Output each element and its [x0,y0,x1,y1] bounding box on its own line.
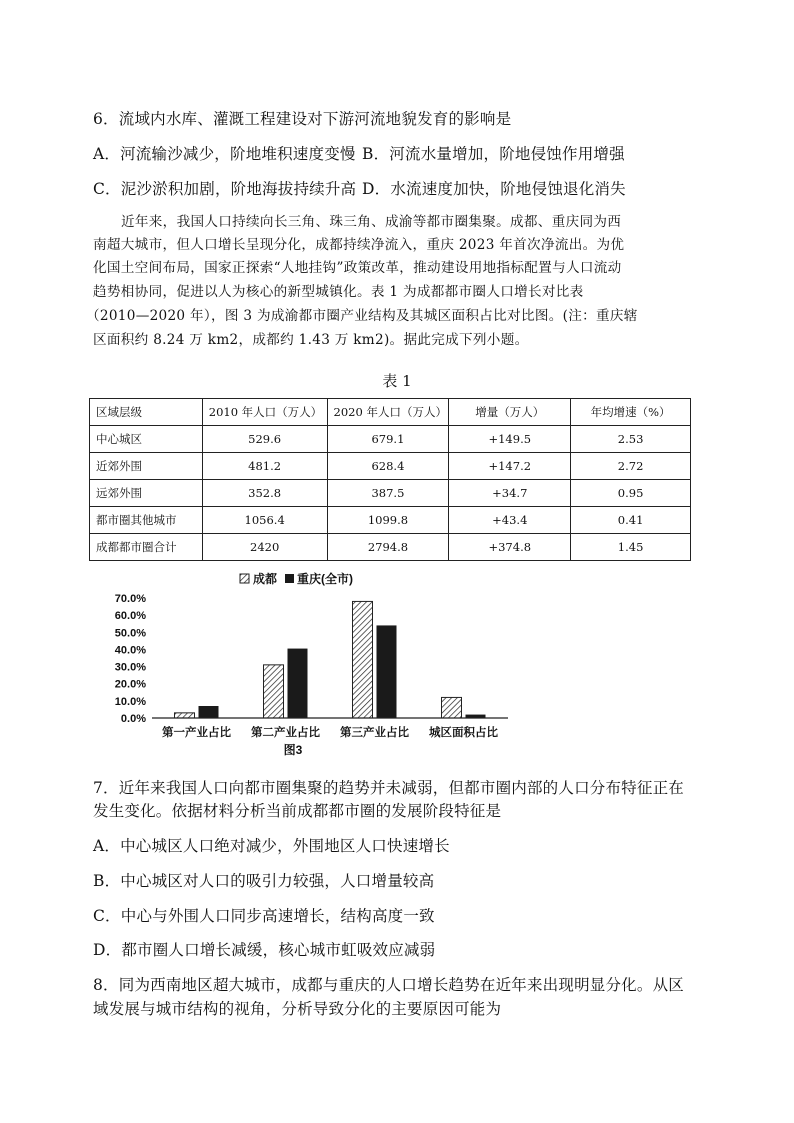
legend-swatch-chongqing [285,574,294,583]
y-tick-label: 40.0% [114,644,146,657]
table-cell: 529.6 [202,426,327,453]
table-header: 增量（万人） [449,399,571,426]
table-cell: +149.5 [449,426,571,453]
table-cell: 481.2 [202,453,327,480]
table-cell: 2420 [202,534,327,561]
table-row [90,426,691,453]
table-cell: 近郊外围 [90,453,203,480]
table-header: 区域层级 [90,399,203,426]
q7-option-c: C．中心与外围人口同步高速增长，结构高度一致 [93,907,435,925]
q6-option-b: B．河流水量增加，阶地侵蚀作用增强 [362,145,625,163]
chart-bars [175,601,486,718]
table-cell: 1099.8 [327,507,449,534]
y-axis [115,593,146,725]
q7-stem-line-1: 7．近年来我国人口向都市圈集聚的趋势并未减弱，但都市圈内部的人口分布特征正在 [93,779,684,797]
q6-option-c: C．泥沙淤积加剧，阶地海拔持续升高 [93,180,357,198]
table-row [90,534,691,561]
table-cell: +147.2 [449,453,571,480]
material-line-2: 南超大城市，但人口增长呈现分化，成都持续净流入，重庆 2023 年首次净流出。为优 [93,237,625,253]
q6-option-d: D．水流速度加快，阶地侵蚀退化消失 [362,180,626,198]
y-tick-label: 10.0% [114,695,146,708]
table-row [90,453,691,480]
table-cell: 2.72 [571,453,691,480]
legend-label-chongqing: 重庆(全市) [297,572,353,586]
table-header: 2020 年人口（万人） [327,399,449,426]
bar-chongqing [199,706,219,718]
chart-title: 图3 [283,743,303,757]
table-cell: +34.7 [449,480,571,507]
x-category-label: 城区面积占比 [429,727,498,739]
q7-option-a: A．中心城区人口绝对减少，外围地区人口快速增长 [93,837,450,855]
x-axis [152,718,508,739]
industry-structure-chart [100,568,520,760]
y-tick-label: 30.0% [114,661,146,674]
q7-stem-line-2: 发生变化。依据材料分析当前成都都市圈的发展阶段特征是 [93,802,502,820]
bar-chengdu [442,697,462,718]
table-cell: 2794.8 [327,534,449,561]
bar-chongqing [288,649,308,718]
material-line-1: 近年来，我国人口持续向长三角、珠三角、成渝等都市圈集聚。成都、重庆同为西 [121,214,622,230]
material-line-6: 区面积约 8.24 万 km2，成都约 1.43 万 km2)。据此完成下列小题。 [93,332,529,348]
population-table [89,398,691,561]
table-cell: 679.1 [327,426,449,453]
bar-chengdu [175,713,195,718]
table-cell: 0.41 [571,507,691,534]
legend-swatch-chengdu [240,574,249,583]
q6-stem: 6．流域内水库、灌溉工程建设对下游河流地貌发育的影响是 [93,110,512,128]
table-header-row [90,399,691,426]
table-cell: 2.53 [571,426,691,453]
y-tick-label: 60.0% [114,610,146,623]
q7-option-d: D．都市圈人口增长减缓，核心城市虹吸效应减弱 [93,941,436,959]
table-cell: +43.4 [449,507,571,534]
bar-chongqing [377,625,397,718]
table-cell: 1.45 [571,534,691,561]
table-cell: 1056.4 [202,507,327,534]
x-category-label: 第一产业占比 [162,727,231,739]
x-category-label: 第三产业占比 [340,727,409,739]
table-cell: 387.5 [327,480,449,507]
table-cell: 0.95 [571,480,691,507]
table-caption: 表 1 [382,372,412,390]
y-tick-label: 70.0% [114,593,146,605]
y-tick-label: 50.0% [114,627,146,640]
q7-option-b: B．中心城区对人口的吸引力较强，人口增量较高 [93,872,435,890]
table-cell: 中心城区 [90,426,203,453]
table-cell: 成都都市圈合计 [90,534,203,561]
q8-stem-line-2: 域发展与城市结构的视角，分析导致分化的主要原因可能为 [93,1000,502,1018]
q8-stem-line-1: 8．同为西南地区超大城市，成都与重庆的人口增长趋势在近年来出现明显分化。从区 [93,976,684,994]
material-line-4: 趋势相协同，促进以人为核心的新型城镇化。表 1 为成都都市圈人口增长对比表 [93,284,584,300]
y-tick-label: 0.0% [120,713,146,725]
table-row [90,507,691,534]
x-category-label: 第二产业占比 [251,727,320,739]
table-cell: 628.4 [327,453,449,480]
y-tick-label: 20.0% [114,678,146,691]
material-line-3: 化国土空间布局，国家正探索“人地挂钩”政策改革，推动建设用地指标配置与人口流动 [93,260,622,276]
table-cell: 352.8 [202,480,327,507]
bar-chengdu [353,601,373,718]
table-row [90,480,691,507]
q6-option-a: A．河流输沙减少，阶地堆积速度变慢 [93,145,356,163]
table-header: 2010 年人口（万人） [202,399,327,426]
table-header: 年均增速（%） [571,399,691,426]
table-cell: 都市圈其他城市 [90,507,203,534]
table-cell: +374.8 [449,534,571,561]
chart-legend [240,571,353,586]
legend-label-chengdu: 成都 [253,572,278,586]
bar-chengdu [264,665,284,718]
material-line-5: （2010—2020 年），图 3 为成渝都市圈产业结构及其城区面积占比对比图。(注：重庆辖 [86,308,638,324]
table-cell: 远郊外围 [90,480,203,507]
